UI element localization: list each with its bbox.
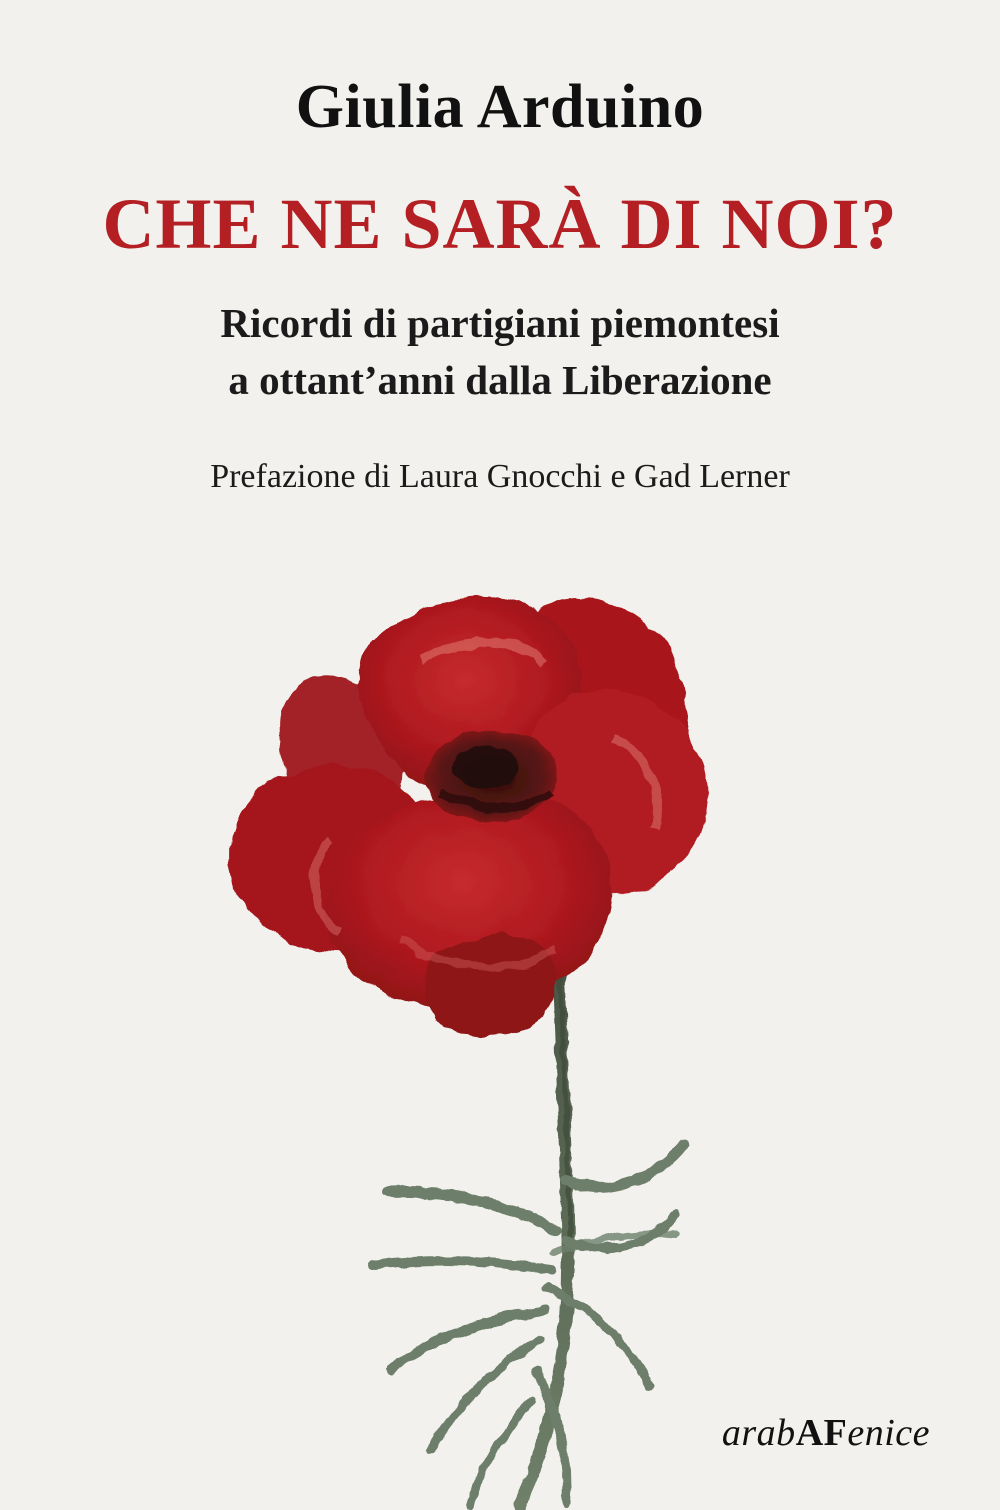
- subtitle-line-1: Ricordi di partigiani piemontesi: [220, 300, 780, 346]
- author-name: Giulia Arduino: [295, 73, 705, 141]
- publisher-part-3: enice: [847, 1412, 930, 1454]
- publisher-logo: [722, 1411, 930, 1455]
- poppy-illustration: [0, 540, 1000, 1510]
- book-title: CHE NE SARÀ DI NOI?: [102, 184, 898, 264]
- poppy-leaves: [372, 1144, 684, 1506]
- publisher-part-2: AF: [795, 1412, 848, 1454]
- preface-credit: Prefazione di Laura Gnocchi e Gad Lerner: [210, 458, 790, 495]
- poppy-flower-head: [229, 597, 707, 1038]
- subtitle-line-2: a ottant’anni dalla Liberazione: [228, 356, 772, 403]
- publisher-part-1: arab: [721, 1412, 796, 1454]
- book-subtitle: [0, 295, 1000, 408]
